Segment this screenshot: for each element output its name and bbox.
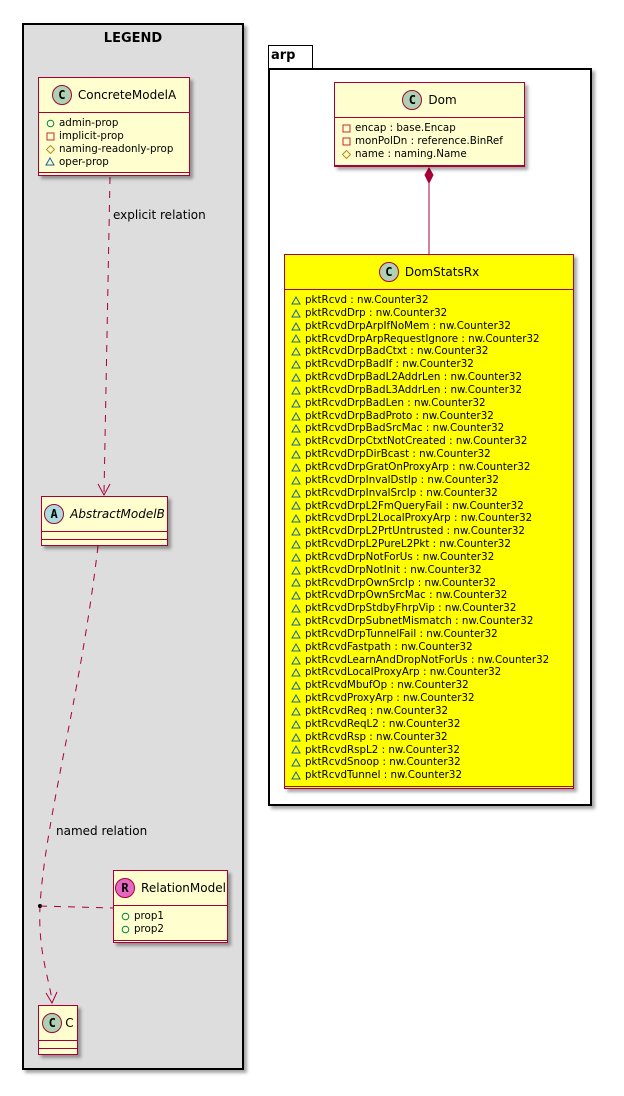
attribute-text: pktRcvdRspL2 : nw.Counter32 <box>305 743 460 756</box>
attribute-text: encap : base.Encap <box>355 122 456 134</box>
attribute-row <box>45 156 189 169</box>
class-stereotype-icon: C <box>402 90 422 110</box>
class-c[interactable] <box>38 1005 78 1055</box>
attribute-text: pktRcvdDrpBadL2AddrLen : nw.Counter32 <box>305 371 523 384</box>
attribute-text: implicit-prop <box>59 129 124 142</box>
package-visibility-icon <box>291 656 301 665</box>
attribute-row <box>291 577 573 590</box>
attribute-text: pktRcvdProxyArp : nw.Counter32 <box>305 692 475 705</box>
attribute-text: name : naming.Name <box>355 147 467 160</box>
package-visibility-icon <box>291 630 301 639</box>
explicit-relation-label: explicit relation <box>113 208 206 222</box>
private-visibility-icon <box>341 137 351 146</box>
attribute-row <box>291 294 573 307</box>
package-visibility-icon <box>291 591 301 600</box>
attribute-text: admin-prop <box>59 117 119 129</box>
class-dom-stats-rx[interactable] <box>284 254 574 789</box>
attribute-text: prop2 <box>134 922 164 935</box>
attribute-text: pktRcvdDrpNotForUs : nw.Counter32 <box>305 550 495 563</box>
abstract-class-icon: A <box>44 504 64 524</box>
attribute-text: pktRcvdDrpBadIf : nw.Counter32 <box>305 358 474 371</box>
attribute-row <box>291 384 573 397</box>
class-name: Dom <box>428 93 457 107</box>
attribute-row <box>291 397 573 410</box>
attribute-row <box>291 500 573 513</box>
attribute-row <box>291 692 573 705</box>
public-visibility-icon <box>45 119 55 128</box>
package-visibility-icon <box>291 758 301 767</box>
attribute-row <box>45 117 189 130</box>
named-relation-edge <box>40 546 98 1000</box>
attribute-text: pktRcvdLocalProxyArp : nw.Counter32 <box>305 666 502 679</box>
attribute-row <box>291 538 573 551</box>
class-stereotype-icon: C <box>379 262 399 282</box>
class-name: ConcreteModelA <box>77 88 177 102</box>
attribute-text: pktRcvdSnoop : nw.Counter32 <box>305 756 461 769</box>
package-visibility-icon <box>291 412 301 421</box>
attribute-row <box>291 744 573 757</box>
class-stereotype-icon: C <box>52 85 72 105</box>
attribute-row <box>291 333 573 346</box>
attribute-row <box>291 435 573 448</box>
attribute-list <box>285 290 573 787</box>
attribute-text: pktRcvdReq : nw.Counter32 <box>305 705 449 717</box>
protected-visibility-icon <box>45 145 55 154</box>
attribute-text: pktRcvdDrpBadLen : nw.Counter32 <box>305 396 486 409</box>
package-visibility-icon <box>291 707 301 716</box>
attribute-text: pktRcvdDrpL2LocalProxyArp : nw.Counter32 <box>305 512 533 525</box>
package-visibility-icon <box>291 566 301 575</box>
package-visibility-icon <box>291 527 301 536</box>
attribute-text: pktRcvdDrpDirBcast : nw.Counter32 <box>305 448 491 461</box>
attribute-row <box>291 718 573 731</box>
attribute-row <box>291 666 573 679</box>
attribute-text: pktRcvdDrpL2PureL2Pkt : nw.Counter32 <box>305 538 511 551</box>
package-name: arp <box>271 48 296 63</box>
public-visibility-icon <box>120 925 130 934</box>
attribute-text: pktRcvdDrpInvalDstIp : nw.Counter32 <box>305 473 499 486</box>
package-visibility-icon <box>291 514 301 523</box>
package-visibility-icon <box>291 553 301 562</box>
package-visibility-icon <box>291 643 301 652</box>
package-visibility-icon <box>291 309 301 318</box>
attribute-text: pktRcvdDrpOwnSrcMac : nw.Counter32 <box>305 589 508 602</box>
class-name: C <box>65 1016 74 1030</box>
attribute-list <box>335 118 524 166</box>
attribute-row <box>291 654 573 667</box>
attribute-row <box>291 602 573 615</box>
class-dom[interactable] <box>334 82 525 167</box>
attribute-text: pktRcvdReqL2 : nw.Counter32 <box>305 717 461 730</box>
package-visibility-icon <box>291 334 301 343</box>
attribute-row <box>291 641 573 654</box>
package-visibility-icon <box>291 578 301 587</box>
class-name: AbstractModelB <box>70 507 165 521</box>
class-name: RelationModel <box>141 881 226 895</box>
attribute-text: pktRcvdDrpStdbyFhrpVip : nw.Counter32 <box>305 602 517 615</box>
attribute-text: oper-prop <box>59 155 109 168</box>
package-visibility-icon <box>45 157 55 166</box>
attribute-text: pktRcvd : nw.Counter32 <box>305 294 429 306</box>
public-visibility-icon <box>120 912 130 921</box>
named-relation-label: named relation <box>56 824 148 838</box>
attribute-text: pktRcvdMbufOp : nw.Counter32 <box>305 679 469 692</box>
package-visibility-icon <box>291 733 301 742</box>
package-visibility-icon <box>291 720 301 729</box>
attribute-row <box>291 345 573 358</box>
attribute-row <box>291 551 573 564</box>
explicit-relation-edge <box>104 177 110 493</box>
attribute-text: pktRcvdDrpL2PrtUntrusted : nw.Counter32 <box>305 525 525 538</box>
attribute-text: pktRcvdDrpNotInit : nw.Counter32 <box>305 563 482 576</box>
package-visibility-icon <box>291 501 301 510</box>
package-visibility-icon <box>291 668 301 677</box>
attribute-text: pktRcvdDrp : nw.Counter32 <box>305 306 448 319</box>
attribute-text: pktRcvdTunnel : nw.Counter32 <box>305 769 463 782</box>
class-name: DomStatsRx <box>404 265 480 279</box>
attribute-row <box>341 148 524 161</box>
attribute-row <box>291 589 573 602</box>
attribute-text: pktRcvdDrpGratOnProxyArp : nw.Counter32 <box>305 460 531 473</box>
attribute-row <box>291 487 573 500</box>
attribute-row <box>45 130 189 143</box>
attribute-text: pktRcvdLearnAndDropNotForUs : nw.Counter32 <box>305 653 550 666</box>
attribute-row <box>291 525 573 538</box>
package-visibility-icon <box>291 604 301 613</box>
attribute-row <box>291 448 573 461</box>
attribute-row <box>291 371 573 384</box>
package-visibility-icon <box>291 745 301 754</box>
attribute-text: pktRcvdRsp : nw.Counter32 <box>305 730 448 743</box>
attribute-row <box>291 320 573 333</box>
relation-class-icon: R <box>115 878 135 898</box>
private-visibility-icon <box>341 124 351 133</box>
package-visibility-icon <box>291 463 301 472</box>
class-abstract-model-b[interactable] <box>41 496 168 546</box>
attribute-text: monPolDn : reference.BinRef <box>355 134 503 147</box>
attribute-row <box>291 358 573 371</box>
package-visibility-icon <box>291 424 301 433</box>
attribute-text: prop1 <box>134 910 164 922</box>
attribute-row <box>45 143 189 156</box>
attribute-row <box>291 474 573 487</box>
package-visibility-icon <box>291 437 301 446</box>
package-visibility-icon <box>291 296 301 305</box>
class-stereotype-icon: C <box>42 1013 62 1033</box>
package-visibility-icon <box>291 681 301 690</box>
package-visibility-icon <box>291 322 301 331</box>
attribute-text: pktRcvdDrpBadSrcMac : nw.Counter32 <box>305 422 505 435</box>
attribute-text: pktRcvdDrpTunnelFail : nw.Counter32 <box>305 627 498 640</box>
attribute-text: pktRcvdDrpOwnSrcIp : nw.Counter32 <box>305 576 497 589</box>
attribute-row <box>341 135 524 148</box>
private-visibility-icon <box>45 132 55 141</box>
attribute-text: pktRcvdDrpArpIfNoMem : nw.Counter32 <box>305 319 511 332</box>
attribute-text: pktRcvdDrpBadL3AddrLen : nw.Counter32 <box>305 383 523 396</box>
attribute-text: naming-readonly-prop <box>59 142 174 155</box>
attribute-list <box>39 113 189 173</box>
attribute-text: pktRcvdDrpInvalSrcIp : nw.Counter32 <box>305 486 498 499</box>
attribute-row <box>291 731 573 744</box>
package-visibility-icon <box>291 540 301 549</box>
attribute-row <box>291 512 573 525</box>
attribute-text: pktRcvdDrpSubnetMismatch : nw.Counter32 <box>305 615 534 628</box>
class-concrete-model-a[interactable] <box>38 77 190 176</box>
package-visibility-icon <box>291 450 301 459</box>
package-visibility-icon <box>291 694 301 703</box>
attribute-text: pktRcvdDrpArpRequestIgnore : nw.Counter32 <box>305 332 540 345</box>
attribute-row <box>291 564 573 577</box>
class-relation-model[interactable] <box>113 870 228 943</box>
attribute-row <box>291 422 573 435</box>
attribute-row <box>291 615 573 628</box>
attribute-text: pktRcvdDrpL2FmQueryFail : nw.Counter32 <box>305 499 524 512</box>
package-visibility-icon <box>291 476 301 485</box>
package-visibility-icon <box>291 373 301 382</box>
attribute-text: pktRcvdFastpath : nw.Counter32 <box>305 640 473 653</box>
package-visibility-icon <box>291 617 301 626</box>
package-visibility-icon <box>291 386 301 395</box>
package-visibility-icon <box>291 399 301 408</box>
attribute-text: pktRcvdDrpBadCtxt : nw.Counter32 <box>305 345 489 358</box>
attribute-row <box>291 628 573 641</box>
association-class-link <box>40 906 113 908</box>
named-relation-arrowhead <box>46 992 57 1003</box>
attribute-row <box>291 705 573 718</box>
legend-title: LEGEND <box>103 31 163 46</box>
attribute-row <box>120 923 227 936</box>
protected-visibility-icon <box>341 150 351 159</box>
attribute-row <box>291 769 573 782</box>
package-visibility-icon <box>291 771 301 780</box>
attribute-row <box>120 910 227 923</box>
attribute-row <box>291 461 573 474</box>
attribute-row <box>291 756 573 769</box>
attribute-row <box>291 307 573 320</box>
attribute-list <box>114 906 227 941</box>
package-visibility-icon <box>291 347 301 356</box>
attribute-row <box>291 679 573 692</box>
attribute-text: pktRcvdDrpBadProto : nw.Counter32 <box>305 409 494 422</box>
attribute-row <box>291 410 573 423</box>
attribute-row <box>341 122 524 135</box>
package-visibility-icon <box>291 360 301 369</box>
package-visibility-icon <box>291 489 301 498</box>
attribute-text: pktRcvdDrpCtxtNotCreated : nw.Counter32 <box>305 435 528 448</box>
